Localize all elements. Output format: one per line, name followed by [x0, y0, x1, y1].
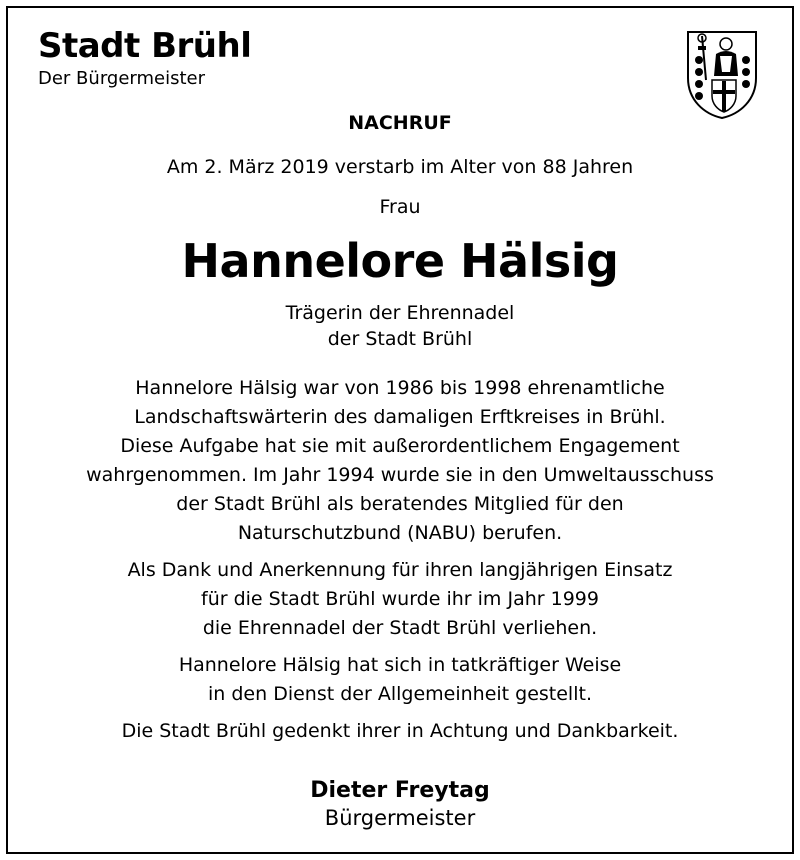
obituary-text — [8, 374, 792, 754]
text-line: der Stadt Brühl als beratendes Mitglied für den — [176, 493, 624, 515]
city-coat-of-arms-icon — [682, 26, 762, 122]
text-line: wahrgenommen. Im Jahr 1994 wurde sie in den Umweltausschuss — [86, 464, 714, 486]
honor-description — [8, 300, 792, 352]
paragraph — [8, 717, 792, 746]
paragraph — [8, 374, 792, 548]
org-name: Stadt Brühl — [38, 26, 252, 66]
paragraph — [8, 556, 792, 643]
signatory-title: Bürgermeister — [324, 806, 476, 830]
text-line: Diese Aufgabe hat sie mit außerordentlichem Engagement — [120, 435, 680, 457]
paragraph — [8, 651, 792, 709]
death-announcement: Am 2. März 2019 verstarb im Alter von 88 Jahren — [166, 156, 634, 178]
text-line: Die Stadt Brühl gedenkt ihrer in Achtung und Dankbarkeit. — [121, 720, 679, 742]
obituary-notice — [6, 6, 794, 854]
honor-line: Trägerin der Ehrennadel — [285, 302, 515, 324]
text-line: Landschaftswärterin des damaligen Erftkreises in Brühl. — [134, 406, 666, 428]
text-line: in den Dienst der Allgemeinheit gestellt. — [208, 683, 592, 705]
text-line: Naturschutzbund (NABU) berufen. — [237, 522, 563, 544]
salutation: Frau — [379, 196, 421, 218]
text-line: Als Dank und Anerkennung für ihren langjährigen Einsatz — [127, 559, 673, 581]
signatory-name: Dieter Freytag — [310, 778, 490, 803]
text-line: für die Stadt Brühl wurde ihr im Jahr 1999 — [201, 588, 599, 610]
honor-line: der Stadt Brühl — [327, 328, 473, 350]
notice-heading: NACHRUF — [348, 112, 452, 134]
text-line: die Ehrennadel der Stadt Brühl verliehen. — [202, 617, 598, 639]
org-subtitle: Der Bürgermeister — [38, 68, 206, 89]
deceased-name: Hannelore Hälsig — [181, 234, 619, 288]
text-line: Hannelore Hälsig war von 1986 bis 1998 ehrenamtliche — [135, 377, 665, 399]
text-line: Hannelore Hälsig hat sich in tatkräftiger Weise — [178, 654, 622, 676]
